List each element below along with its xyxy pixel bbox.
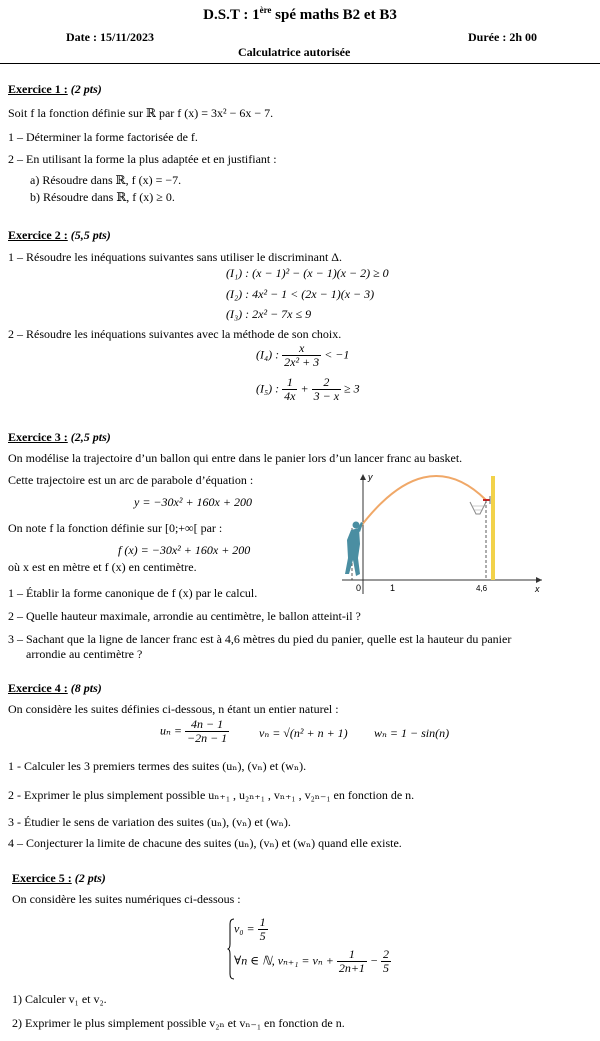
- fraction-i4: $\frac{x}{\text{2x² + 3}}$: [284, 341, 320, 369]
- exercise-2-heading: Exercice 2 : (5,5 pts): [8, 228, 111, 242]
- y-axis-label: y: [368, 472, 373, 482]
- exercise-3-line2: Cette trajectoire est un arc de parabole d’équation :: [8, 473, 254, 487]
- recurrence-relation: ∀n ∈ ℕ, vₙ₊₁ = vₙ + $\frac{1}{2n+1}$ − $\frac{2}{5}$: [234, 947, 390, 975]
- exercise-3-intro: On modélise la trajectoire d’un ballon qui entre dans le panier lors d’un lancer franc au basket.: [8, 451, 463, 465]
- page-title: D.S.T : 1ère spé maths B2 et B3: [203, 5, 397, 23]
- exercise-1-qb: b) Résoudre dans ℝ, f (x) ≥ 0.: [30, 190, 175, 204]
- y-axis-arrow: [360, 474, 366, 480]
- exercise-4-q4: 4 – Conjecturer la limite de chacune des suites (uₙ), (vₙ) et (wₙ) quand elle existe.: [8, 836, 402, 850]
- inequation-i4: (I₄) : $\frac{x}{\text{2x² + 3}}$ < −1: [256, 341, 350, 369]
- exercise-1-q2: 2 – En utilisant la forme la plus adaptée et en justifiant :: [8, 152, 277, 166]
- sequence-un: uₙ = $\frac{4n - 1}{-2n - 1}$: [160, 717, 228, 745]
- x-axis-arrow: [536, 577, 542, 583]
- exercise-3-line4: où x est en mètre et f (x) en centimètre.: [8, 560, 197, 574]
- function-definition: f (x) = −30x² + 160x + 200: [118, 543, 251, 557]
- exercise-3-q1: 1 – Établir la forme canonique de f (x) par le calcul.: [8, 586, 258, 600]
- inequation-i1: (I₁) : (x − 1)² − (x − 1)(x − 2) ≥ 0: [226, 266, 389, 280]
- exercise-5-heading: Exercice 5 : (2 pts): [12, 871, 106, 885]
- exercise-1-heading: Exercice 1 : (2 pts): [8, 82, 102, 96]
- exercise-4-intro: On considère les suites définies ci-dessous, n étant un entier naturel :: [8, 702, 339, 716]
- inequation-i3: (I₃) : 2x² − 7x ≤ 9: [226, 307, 312, 321]
- exercise-5-q1: 1) Calculer v₁ et v₂.: [12, 992, 107, 1006]
- exam-date: Date : 15/11/2023: [66, 30, 154, 44]
- sequence-wn: wₙ = 1 − sin(n): [374, 726, 450, 740]
- ball-trajectory: [358, 476, 486, 530]
- exercise-3-line3: On note f la fonction définie sur [0;+∞[ par :: [8, 521, 223, 535]
- exercise-5-q2: 2) Exprimer le plus simplement possible v₂ₙ et vₙ₋₁ en fonction de n.: [12, 1016, 345, 1030]
- x-axis-label: x: [535, 584, 540, 594]
- exercise-3-q3: 3 – Sachant que la ligne de lancer franc est à 4,6 mètres du pied du panier, quelle est la hauteur du panier: [8, 632, 512, 646]
- axis-one-label: 1: [390, 583, 396, 593]
- exercise-3-q3-cont: arrondie au centimètre ?: [26, 647, 143, 661]
- basket-net: [470, 502, 486, 514]
- exercise-3-q2: 2 – Quelle hauteur maximale, arrondie au centimètre, le ballon atteint-il ?: [8, 609, 361, 623]
- exercise-3-heading: Exercice 3 : (2,5 pts): [8, 430, 111, 444]
- exercise-5-intro: On considère les suites numériques ci-dessous :: [12, 892, 241, 906]
- exercise-4-heading: Exercice 4 : (8 pts): [8, 681, 102, 695]
- inequation-i2: (I₂) : 4x² − 1 < (2x − 1)(x − 3): [226, 287, 375, 301]
- sequence-vn: vₙ = √(n² + n + 1): [259, 726, 348, 740]
- exercise-1-qa: a) Résoudre dans ℝ, f (x) = −7.: [30, 173, 182, 187]
- axis-origin-label: 0: [356, 583, 362, 593]
- calculator-note: Calculatrice autorisée: [238, 45, 351, 59]
- basketball-trajectory-figure: [330, 470, 552, 600]
- exercise-1-intro: Soit f la fonction définie sur ℝ par f (x) = 3x² − 6x − 7.: [8, 106, 274, 120]
- exercise-2-q2: 2 – Résoudre les inéquations suivantes avec la méthode de son choix.: [8, 327, 342, 341]
- exercise-4-q2: 2 - Exprimer le plus simplement possible uₙ₊₁ , u₂ₙ₊₁ , vₙ₊₁ , v₂ₙ₋₁ en fonction de n.: [8, 788, 415, 802]
- axis-xval-label: 4,6: [476, 584, 488, 593]
- exam-duration: Durée : 2h 00: [468, 30, 537, 44]
- inequation-i5: (I₅) : $\frac{1}{4x}$ + $\frac{2}{3 - x}$ ≥ 3: [256, 375, 360, 403]
- player-icon: [345, 522, 363, 577]
- exercise-2-q1: 1 – Résoudre les inéquations suivantes sans utiliser le discriminant Δ.: [8, 250, 342, 264]
- header-divider: [0, 63, 600, 64]
- exercise-4-q3: 3 - Étudier le sens de variation des suites (uₙ), (vₙ) et (wₙ).: [8, 815, 291, 829]
- parabola-equation: y = −30x² + 160x + 200: [134, 495, 252, 509]
- exercise-4-q1: 1 - Calculer les 3 premiers termes des suites (uₙ), (vₙ) et (wₙ).: [8, 759, 307, 773]
- v0-definition: v₀ = $\frac{1}{5}$: [234, 915, 266, 943]
- basket-pole: [491, 476, 495, 580]
- exercise-1-q1: 1 – Déterminer la forme factorisée de f.: [8, 130, 198, 144]
